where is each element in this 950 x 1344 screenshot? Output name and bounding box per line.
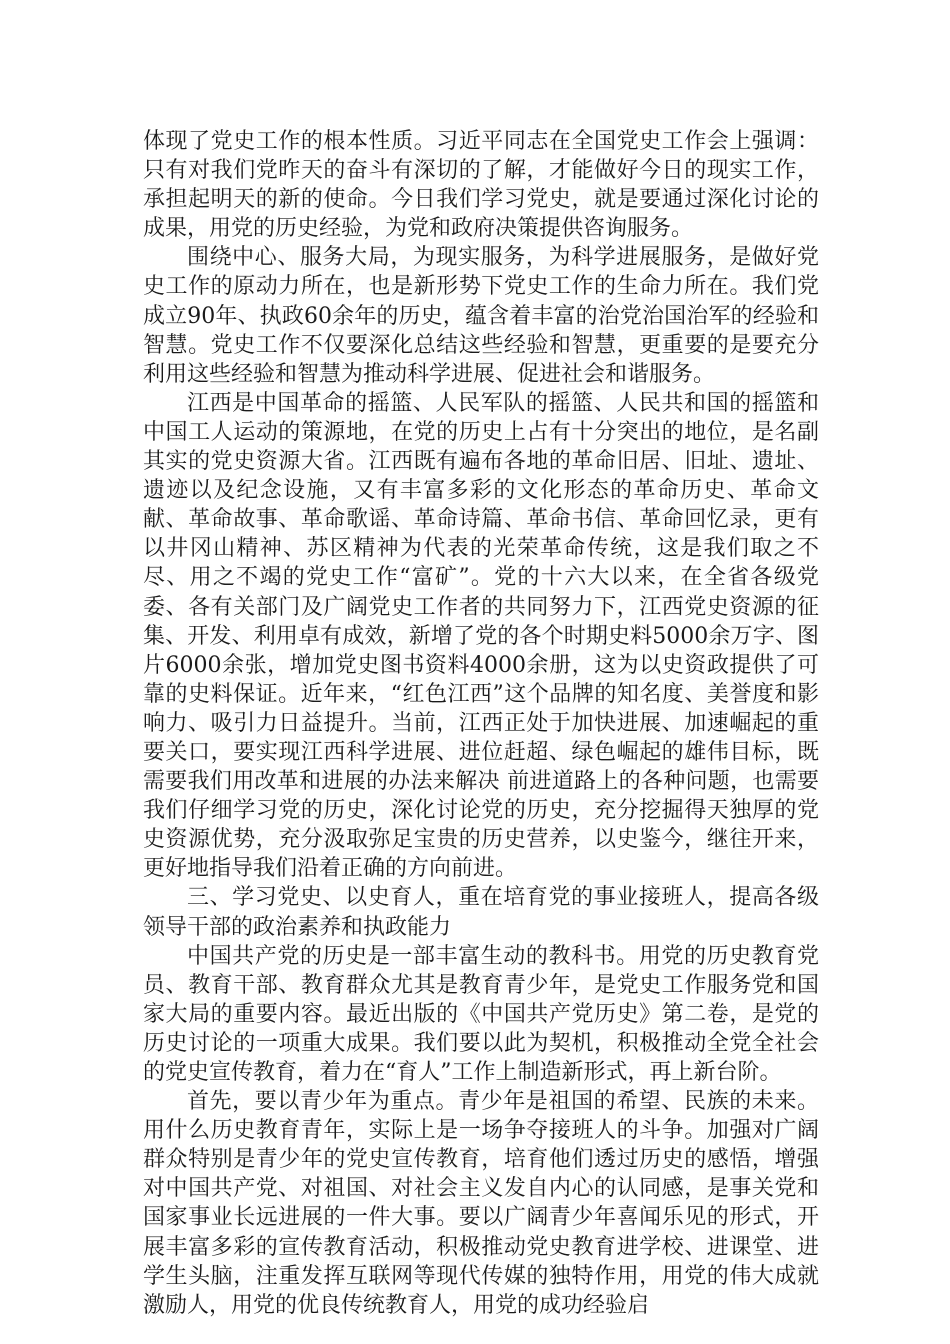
paragraph-continuation: 体现了党史工作的根本性质。习近平同志在全国党史工作会上强调：只有对我们党昨天的奋斗有深切的了解，才能做好今日的现实工作，承担起明天的新的使命。今日我们学习党史，就是要通过深化讨论的成果，用党的历史经验，为党和政府决策提供咨询服务。 xyxy=(143,129,819,242)
paragraph-youth-focus: 首先，要以青少年为重点。青少年是祖国的希望、民族的未来。用什么历史教育青年，实际上是一场争夺接班人的斗争。加强对广阔群众特别是青少年的党史宣传教育，培育他们透过历史的感悟，增强对中国共产党、对祖国、对社会主义发自内心的认同感，是事关党和国家事业长远进展的一件大事。要以广阔青少年喜闻乐见的形式，开展丰富多彩的宣传教育活动，积极推动党史教育进学校、进课堂、进学生头脑，注重发挥互联网等现代传媒的独特作用，用党的伟大成就激励人，用党的优良传统教育人，用党的成功经验启 xyxy=(143,1089,819,1318)
section-heading-three: 三、学习党史、以史育人，重在培育党的事业接班人，提高各级领导干部的政治素养和执政能力 xyxy=(143,885,819,940)
paragraph-jiangxi: 江西是中国革命的摇篮、人民军队的摇篮、人民共和国的摇篮和中国工人运动的策源地，在党的历史上占有十分突出的地位，是名副其实的党史资源大省。江西既有遍布各地的革命旧居、旧址、遗址、遗迹以及纪念设施，又有丰富多彩的文化形态的革命历史、革命文献、革命故事、革命歌谣、革命诗篇、革命书信、革命回忆录，更有以井冈山精神、苏区精神为代表的光荣革命传统，这是我们取之不尽、用之不竭的党史工作“富矿”。党的十六大以来，在全省各级党委、各有关部门及广阔党史工作者的共同努力下，江西党史资源的征集、开发、利用卓有成效，新增了党的各个时期史料5000余万字、图片6000余张，增加党史图书资料4000余册，这为以史资政提供了可靠的史料保证。近年来，“红色江西”这个品牌的知名度、美誉度和影响力、吸引力日益提升。当前，江西正处于加快进展、加速崛起的重要关口，要实现江西科学进展、进位赶超、绿色崛起的雄伟目标，既需要我们用改革和进展的办法来解决 前进道路上的各种问题，也需要我们仔细学习党的历史，深化讨论党的历史，充分挖掘得天独厚的党史资源优势，充分汲取弥足宝贵的历史营养，以史鉴今，继往开来，更好地指导我们沿着正确的方向前进。 xyxy=(143,390,819,882)
paragraph-serve-center: 围绕中心、服务大局，为现实服务，为科学进展服务，是做好党史工作的原动力所在，也是新形势下党史工作的生命力所在。我们党成立90年、执政60余年的历史，蕴含着丰富的治党治国治军的经验和智慧。党史工作不仅要深化总结这些经验和智慧，更重要的是要充分利用这些经验和智慧为推动科学进展、促进社会和谐服务。 xyxy=(143,245,819,387)
paragraph-textbook: 中国共产党的历史是一部丰富生动的教科书。用党的历史教育党员、教育干部、教育群众尤其是教育青少年，是党史工作服务党和国家大局的重要内容。最近出版的《中国共产党历史》第二卷，是党的历史讨论的一项重大成果。我们要以此为契机，积极推动全党全社会的党史宣传教育，着力在“育人”工作上制造新形式，再上新台阶。 xyxy=(143,943,819,1085)
document-body xyxy=(143,127,819,1320)
